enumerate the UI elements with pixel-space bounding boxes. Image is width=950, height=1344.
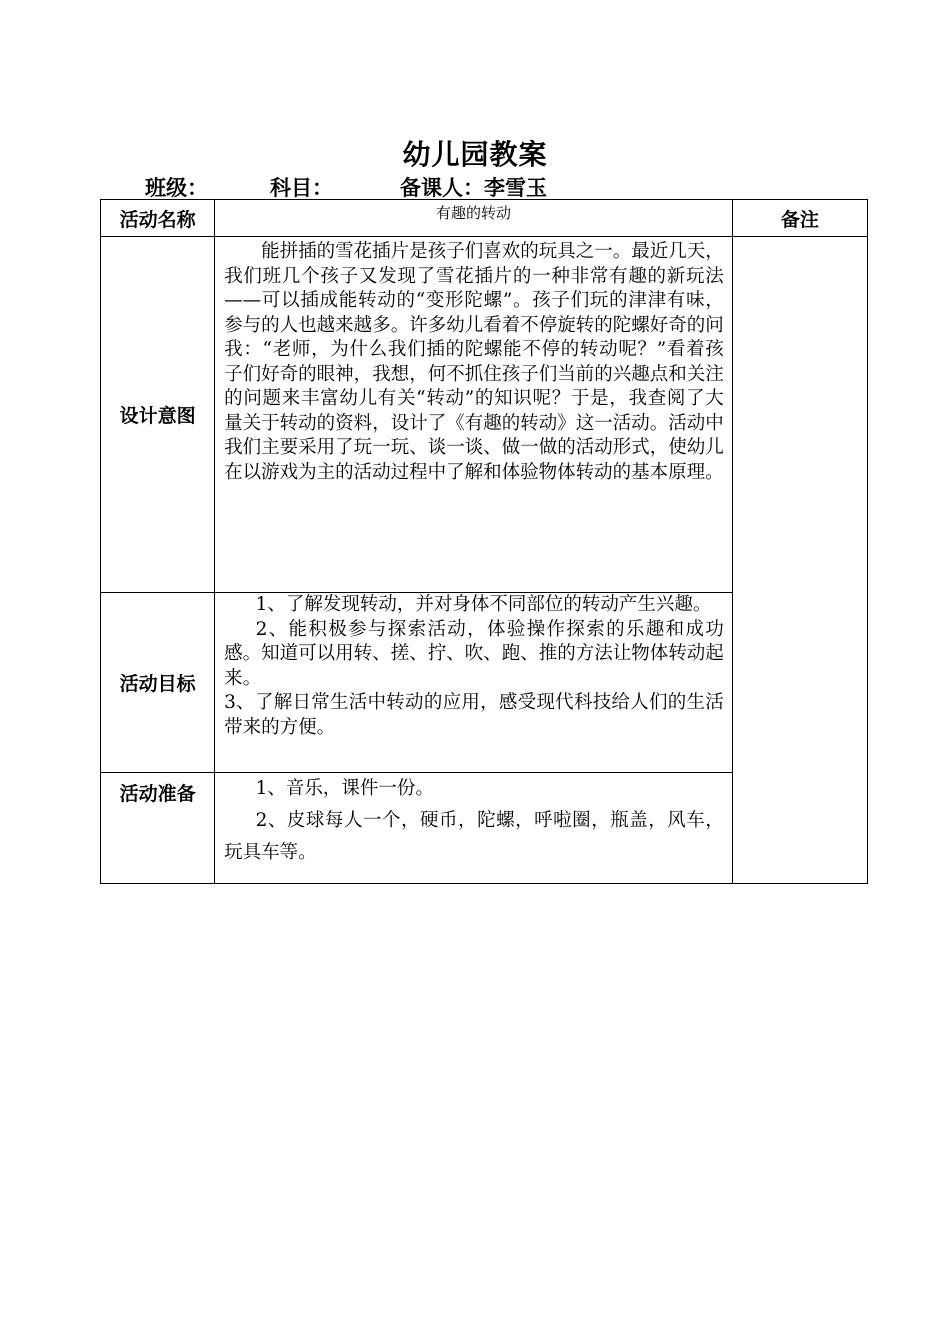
goal-label: 活动目标 xyxy=(101,593,215,773)
header-info-row xyxy=(0,172,950,202)
goal-item: 2、能积极参与探索活动，体验操作探索的乐趣和成功感。知道可以用转、搓、拧、吹、跑、推的方法让物体转动起来。 xyxy=(224,618,724,689)
subject-label: 科目： xyxy=(270,175,333,200)
prep-item: 1、音乐，课件一份。 xyxy=(255,778,434,799)
design-paragraph: 能拼插的雪花插片是孩子们喜欢的玩具之一。最近几天，我们班几个孩子又发现了雪花插片的一种非常有趣的新玩法——可以插成能转动的“变形陀螺”。孩子们玩的津津有味，参与的人也越来越多。许多幼儿看着不停旋转的陀螺好奇的问我：“老师，为什么我们插的陀螺能不停的转动呢？”看着孩子们好奇的眼神，我想，何不抓住孩子们当前的兴趣点和关注的问题来丰富幼儿有关“转动”的知识呢？于是，我查阅了大量关于转动的资料，设计了《有趣的转动》这一活动。活动中我们主要采用了玩一玩、谈一谈、做一做的活动形式，使幼儿在以游戏为主的活动过程中了解和体验物体转动的基本原理。 xyxy=(224,241,724,483)
prep-item: 2、皮球每人一个，硬币，陀螺，呼啦圈，瓶盖，风车，玩具车等。 xyxy=(224,810,724,863)
design-label: 设计意图 xyxy=(101,237,215,593)
activity-name-value: 有趣的转动 xyxy=(215,200,733,237)
goal-item: 1、了解发现转动，并对身体不同部位的转动产生兴趣。 xyxy=(255,594,712,615)
notes-cell xyxy=(732,237,867,884)
class-label: 班级： xyxy=(145,175,208,200)
teacher-label: 备课人：李雪玉 xyxy=(400,175,547,200)
goal-item: 3、了解日常生活中转动的应用，感受现代科技给人们的生活带来的方便。 xyxy=(224,692,724,738)
design-row xyxy=(101,237,868,593)
activity-name-row xyxy=(101,200,868,237)
design-content xyxy=(215,237,733,593)
activity-name-label: 活动名称 xyxy=(101,200,215,237)
prep-label: 活动准备 xyxy=(101,773,215,884)
lesson-plan-table xyxy=(100,199,868,884)
goal-content xyxy=(215,593,733,773)
notes-label: 备注 xyxy=(732,200,867,237)
page-title: 幼儿园教案 xyxy=(402,138,548,171)
prep-content xyxy=(215,773,733,884)
